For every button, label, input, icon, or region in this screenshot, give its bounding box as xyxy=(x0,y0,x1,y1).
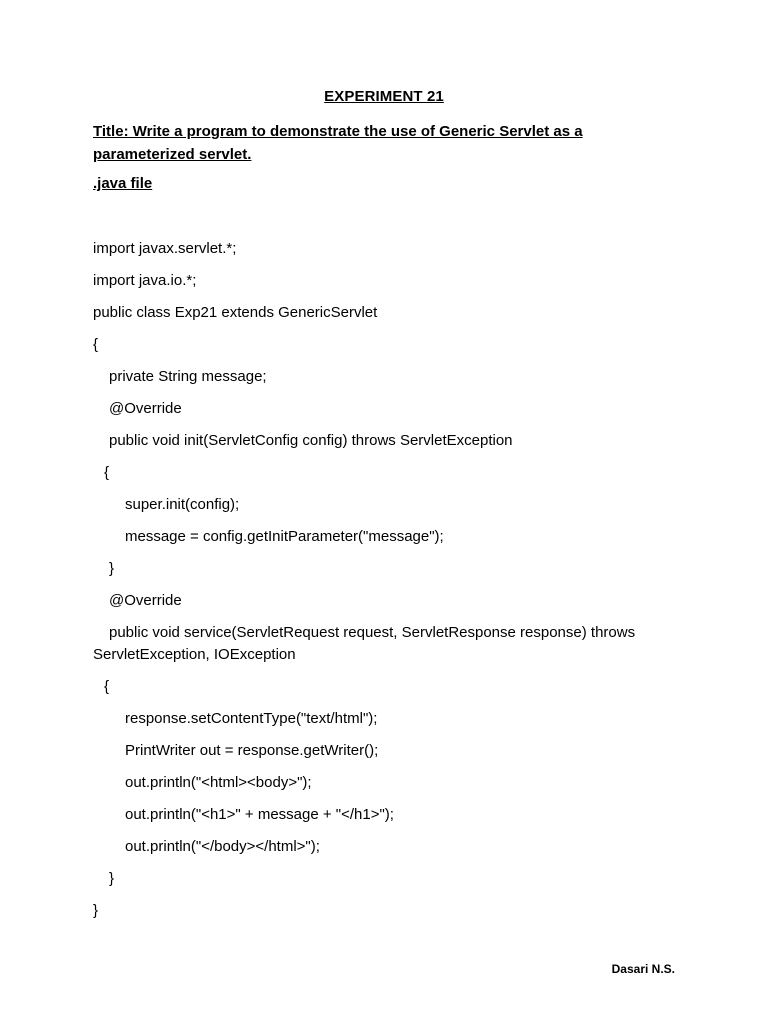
code-line: } xyxy=(93,902,99,919)
code-line: out.println("<h1>" + message + "</h1>"); xyxy=(125,806,394,823)
code-line: @Override xyxy=(109,592,182,609)
code-line: { xyxy=(104,678,110,695)
code-line: @Override xyxy=(109,400,182,417)
experiment-heading: EXPERIMENT 21 xyxy=(324,88,444,105)
code-line: out.println("</body></html>"); xyxy=(125,838,320,855)
code-line: } xyxy=(109,870,115,887)
code-line: out.println("<html><body>"); xyxy=(125,774,312,791)
code-line: import javax.servlet.*; xyxy=(93,240,237,257)
code-line: import java.io.*; xyxy=(93,272,197,289)
code-line: public void init(ServletConfig config) throws ServletException xyxy=(109,432,513,449)
code-line: message = config.getInitParameter("message"); xyxy=(125,528,444,545)
code-line: { xyxy=(93,336,99,353)
code-line: public class Exp21 extends GenericServlet xyxy=(93,304,378,321)
code-line: PrintWriter out = response.getWriter(); xyxy=(125,742,379,759)
code-line: { xyxy=(104,464,110,481)
code-line: } xyxy=(109,560,115,577)
code-block xyxy=(93,238,653,932)
code-line: response.setContentType("text/html"); xyxy=(125,710,378,727)
java-file-subheading: .java file xyxy=(93,175,153,192)
code-line: super.init(config); xyxy=(125,496,240,513)
author-footer: Dasari N.S. xyxy=(611,962,675,976)
experiment-title: Title: Write a program to demonstrate the use of Generic Servlet as a parameterized servlet. xyxy=(93,123,583,163)
code-line: private String message; xyxy=(109,368,267,385)
code-line: public void service(ServletRequest request, ServletResponse response) throws ServletException, IOException xyxy=(93,624,640,663)
